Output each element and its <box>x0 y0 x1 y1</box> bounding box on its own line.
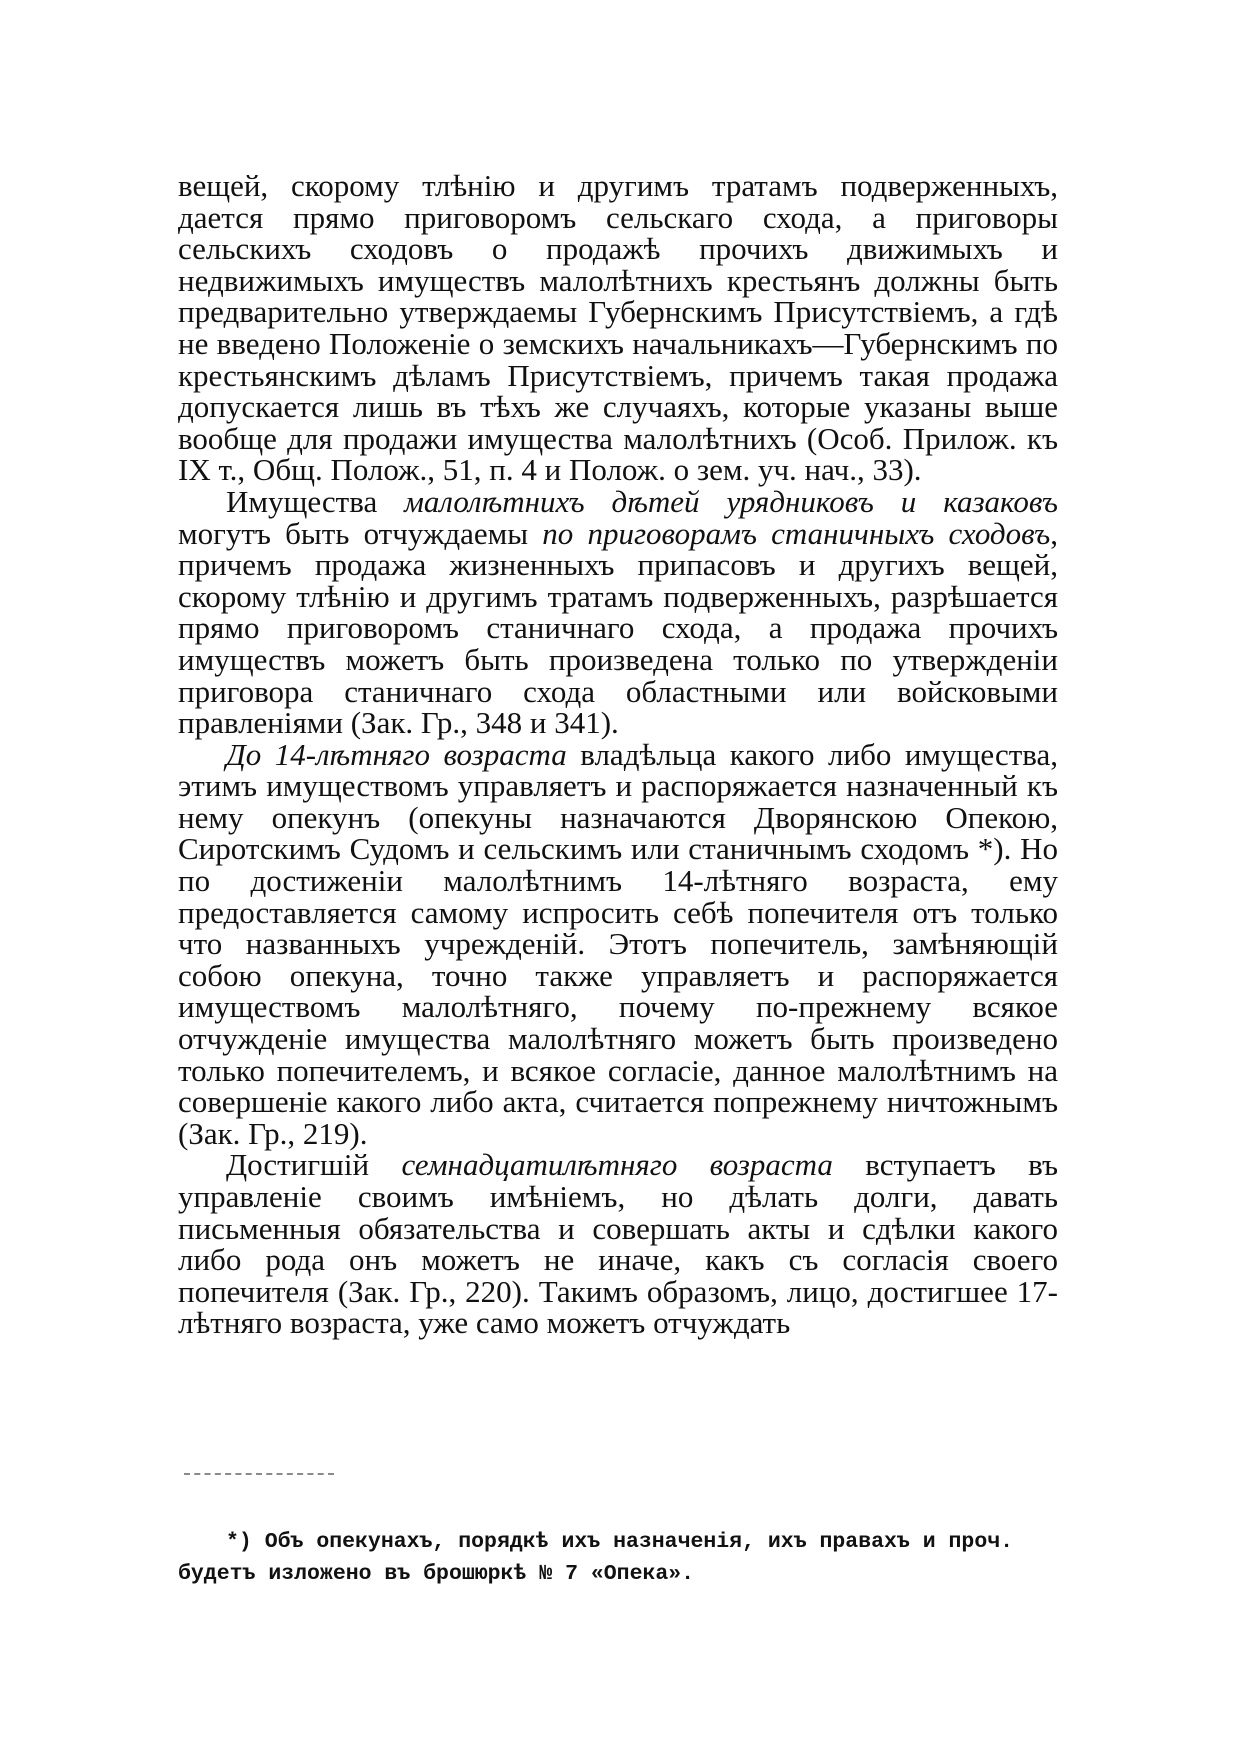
paragraph-4-text-b: вступаетъ въ управленіе своимъ имѣніемъ, но дѣлать долги, давать письменныя обязательства и совершать акты и сдѣлки какого либо рода онъ можетъ не иначе, какъ съ согласія своего попечителя (Зак. Гр., 220). Такимъ образомъ, лицо, достигшее 17-лѣтняго возраста, уже само можетъ отчуждать <box>178 1147 1059 1341</box>
paragraph-2-text-a: Имущества <box>226 483 405 519</box>
paragraph-3-italic: До 14-лѣтняго возраста <box>226 736 567 772</box>
paragraph-1-text: вещей, скорому тлѣнію и другимъ тратамъ подверженныхъ, дается прямо приговоромъ сельскаго схода, а приговоры сельскихъ сходовъ о продажѣ прочихъ движимыхъ и недвижимыхъ имуществъ малолѣтнихъ крестьянъ должны быть предварительно утверждаемы Губернскимъ Присутствіемъ, а гдѣ не введено Положеніе о земскихъ начальникахъ—Губернскимъ по крестьянскимъ дѣламъ Присутствіемъ, причемъ такая продажа допускается лишь въ тѣхъ же случаяхъ, которые указаны выше вообще для продажи имущества малолѣтнихъ (Особ. Прилож. къ IX т., Общ. Полож., 51, п. 4 и Полож. о зем. уч. нач., 33). <box>178 168 1058 488</box>
paragraph-4-italic: семнадцатилѣтняго возраста <box>401 1147 833 1183</box>
paragraph-4-text-a: Достигшій <box>226 1147 402 1183</box>
footnote <box>178 1526 1058 1590</box>
paragraph-3 <box>178 736 1058 1151</box>
main-text <box>178 170 1058 1339</box>
paragraph-1 <box>178 170 1058 486</box>
paragraph-2-italic-b: по приговорамъ станичныхъ сходовъ <box>542 515 1051 551</box>
paragraph-4 <box>178 1149 1058 1339</box>
paragraph-3-text: владѣльца какого либо имущества, этимъ имуществомъ управляетъ и распоряжается назначенный къ нему опекунъ (опекуны назначаются Дворянскою Опекою, Сиротскимъ Судомъ и сельскимъ или станичнымъ сходомъ *). Но по достиженіи малолѣтнимъ 14-лѣтняго возраста, ему предоставляется самому испросить себѣ попечителя отъ только что названныхъ учрежденій. Этотъ попечитель, замѣняющій собою опекуна, точно также управляетъ и распоряжается имуществомъ малолѣтняго, почему по-прежнему всякое отчужденіе имущества малолѣтняго можетъ быть произведено только попечителемъ, и всякое согласіе, данное малолѣтнимъ на совершеніе какого либо акта, считается попрежнему ничтожнымъ (Зак. Гр., 219). <box>178 736 1058 1151</box>
paragraph-2 <box>178 483 1058 741</box>
footnote-line-1: *) Объ опекунахъ, порядкѣ ихъ назначенія, ихъ правахъ и проч. <box>226 1530 1014 1554</box>
footnote-separator <box>184 1473 334 1475</box>
paragraph-2-text-b: могутъ быть отчуждаемы <box>178 515 543 551</box>
footnote-line-2: будетъ изложено въ брошюркѣ № 7 «Опека». <box>178 1562 695 1586</box>
paragraph-2-italic-a: малолѣтнихъ дѣтей урядниковъ и казаковъ <box>404 483 1058 519</box>
paragraph-2-text-c: , причемъ продажа жизненныхъ припасовъ и другихъ вещей, скорому тлѣнію и другимъ тратамъ подверженныхъ, разрѣшается прямо приговоромъ станичнаго схода, а продажа прочихъ имуществъ можетъ быть произведена только по утвержденіи приговора станичнаго схода областными или войсковыми правленіями (Зак. Гр., 348 и 341). <box>178 515 1058 741</box>
